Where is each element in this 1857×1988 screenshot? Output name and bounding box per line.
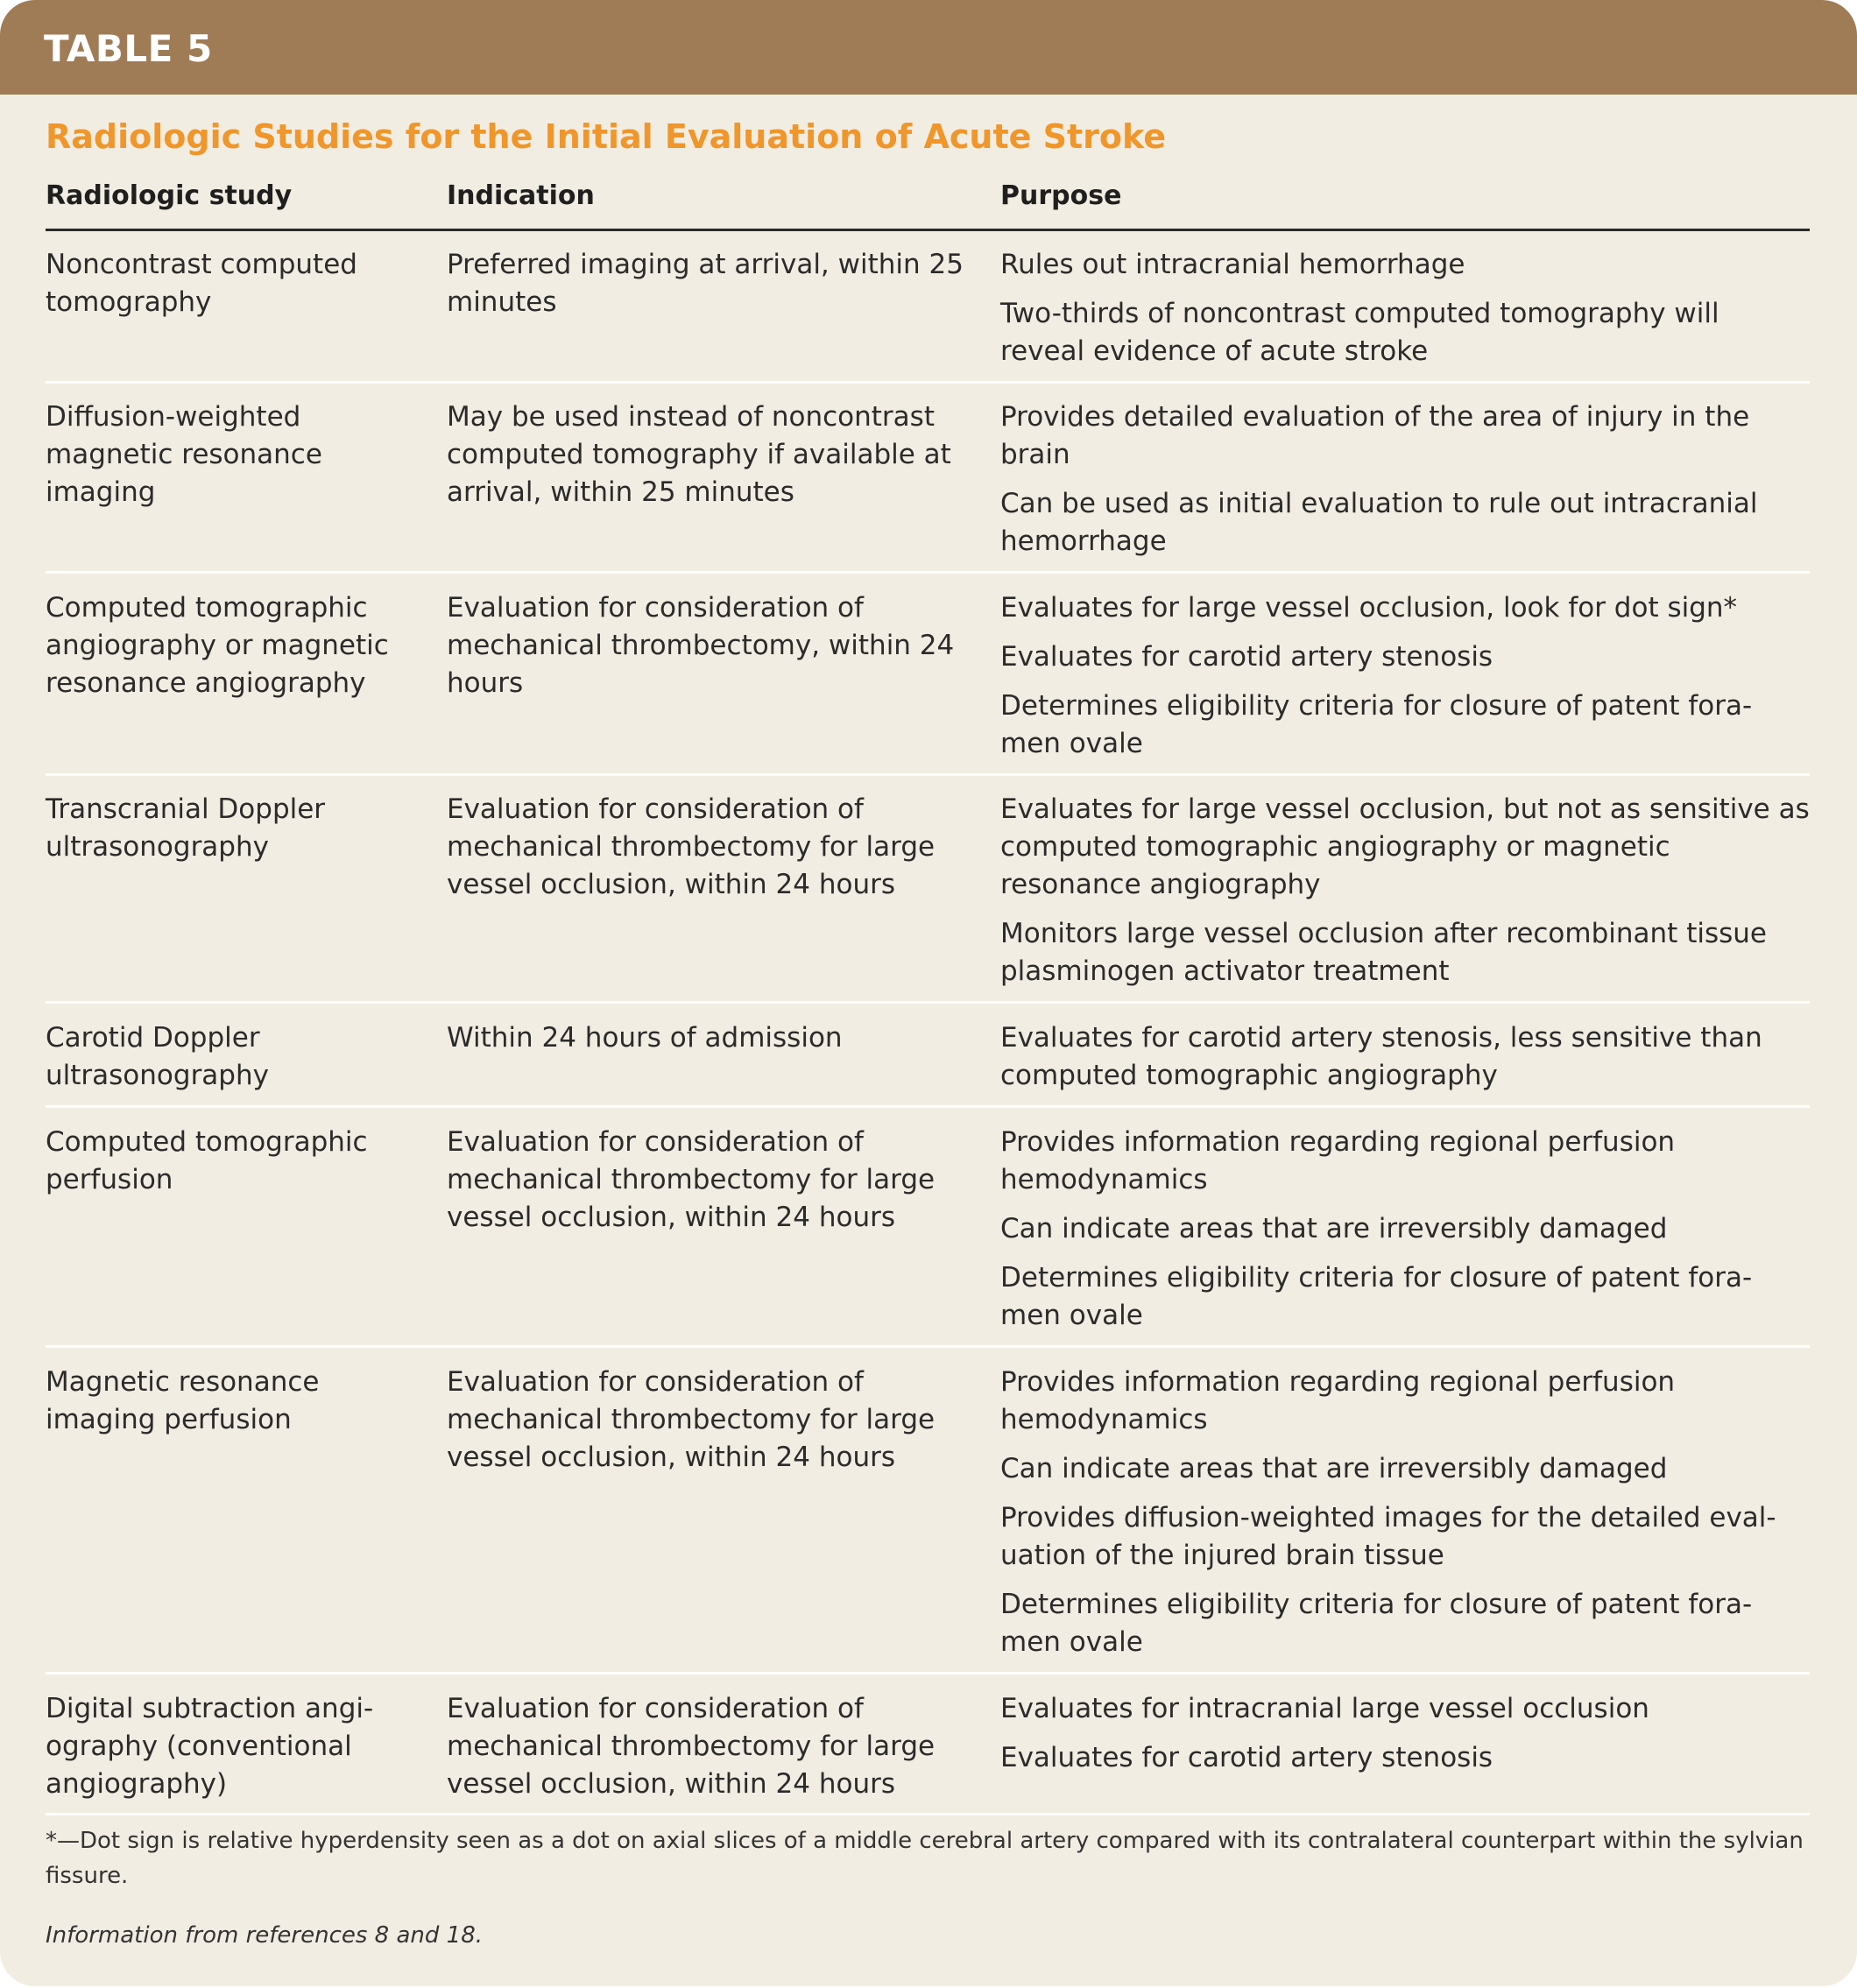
row-divider: [46, 1813, 1810, 1815]
purpose-item: Rules out intracranial hemorrhage: [1000, 249, 1465, 280]
table-footnote: *—Dot sign is relative hyperdensity seen as a dot on axial slices of a middle cerebral artery compared with its contralateral counterpart within the sylvian fissure.: [46, 1828, 1804, 1889]
purpose-item: Monitors large vessel occlusion after recombinant tissue plasminogen activator treatment: [1000, 918, 1767, 987]
column-header-purpose: Purpose: [1000, 180, 1122, 211]
indication-cell: Evaluation for consideration of mechanical thrombectomy, within 24 hours: [447, 592, 955, 699]
row-divider: [46, 1345, 1810, 1348]
indication-cell: Evaluation for consideration of mechanical thrombectomy for large vessel occlusion, within 24 hours: [447, 1693, 936, 1800]
purpose-cell: [1000, 1364, 1810, 1673]
indication-cell: Evaluation for consideration of mechanical thrombectomy for large vessel occlusion, within 24 hours: [447, 1366, 936, 1473]
purpose-item: Provides information regarding regional perfusion hemodynamics: [1000, 1366, 1676, 1435]
indication-cell: Within 24 hours of admission: [447, 1022, 843, 1054]
purpose-item: Evaluates for carotid artery stenosis: [1000, 1742, 1493, 1773]
purpose-item: Provides detailed evaluation of the area of injury in the brain: [1000, 401, 1750, 470]
purpose-cell: [1000, 1019, 1810, 1106]
purpose-item: Evaluates for intracranial large vessel occlusion: [1000, 1693, 1649, 1724]
purpose-item: Determines eligibility criteria for closure of patent fora-men ovale: [1000, 1262, 1753, 1331]
indication-cell: Evaluation for consideration of mechanical thrombectomy for large vessel occlusion, within 24 hours: [447, 1126, 936, 1233]
column-header-study: Radiologic study: [46, 180, 293, 211]
row-divider: [46, 1672, 1810, 1674]
purpose-item: Provides diffusion-weighted images for the detailed eval-uation of the injured brain tissue: [1000, 1502, 1776, 1571]
table-header-bar: [0, 0, 1857, 95]
indication-cell: May be used instead of noncontrast computed tomography if available at arrival, within 25 minutes: [447, 401, 951, 508]
indication-cell: Evaluation for consideration of mechanical thrombectomy for large vessel occlusion, within 24 hours: [447, 793, 936, 900]
study-cell: Magnetic resonance imaging perfusion: [46, 1366, 320, 1435]
purpose-item: Evaluates for carotid artery stenosis: [1000, 641, 1493, 673]
purpose-cell: [1000, 246, 1810, 382]
row-divider: [46, 1105, 1810, 1108]
row-divider: [46, 773, 1810, 776]
study-cell: Computed tomographic perfusion: [46, 1126, 368, 1195]
study-cell: Transcranial Doppler ultrasonography: [46, 793, 326, 863]
row-divider: [46, 1001, 1810, 1004]
column-header-indication: Indication: [447, 180, 595, 211]
purpose-item: Evaluates for carotid artery stenosis, less sensitive than computed tomographic angiography: [1000, 1022, 1762, 1091]
purpose-cell: [1000, 791, 1810, 1002]
purpose-item: Determines eligibility criteria for closure of patent fora-men ovale: [1000, 690, 1753, 759]
purpose-item: Can be used as initial evaluation to rule out intracranial hemorrhage: [1000, 488, 1758, 557]
purpose-item: Two-thirds of noncontrast computed tomography will reveal evidence of acute stroke: [1000, 298, 1719, 367]
purpose-item: Evaluates for large vessel occlusion, look for dot sign*: [1000, 592, 1738, 624]
purpose-item: Provides information regarding regional perfusion hemodynamics: [1000, 1126, 1676, 1195]
indication-cell: Preferred imaging at arrival, within 25 minutes: [447, 249, 964, 318]
purpose-item: Determines eligibility criteria for closure of patent fora-men ovale: [1000, 1589, 1753, 1658]
row-divider: [46, 571, 1810, 574]
source-note: Information from references 8 and 18.: [46, 1922, 484, 1949]
study-cell: Noncontrast computed tomography: [46, 249, 357, 318]
purpose-item: Can indicate areas that are irreversibly damaged: [1000, 1453, 1668, 1484]
purpose-cell: [1000, 1124, 1810, 1346]
purpose-cell: [1000, 1690, 1810, 1788]
study-cell: Diffusion-weighted magnetic resonance imaging: [46, 401, 322, 508]
study-cell: Computed tomographic angiography or magnetic resonance angiography: [46, 592, 389, 699]
study-cell: Carotid Doppler ultrasonography: [46, 1022, 269, 1091]
purpose-item: Can indicate areas that are irreversibly damaged: [1000, 1213, 1668, 1244]
table-number-label: TABLE 5: [44, 27, 213, 70]
row-divider: [46, 381, 1810, 384]
study-cell: Digital subtraction angi-ography (conventional angiography): [46, 1693, 374, 1800]
table-title: Radiologic Studies for the Initial Evaluation of Acute Stroke: [46, 117, 1167, 156]
purpose-cell: [1000, 589, 1810, 774]
purpose-item: Evaluates for large vessel occlusion, but not as sensitive as computed tomographic angiography or magnetic resonance angiography: [1000, 793, 1810, 900]
purpose-cell: [1000, 398, 1810, 572]
header-rule: [46, 229, 1810, 231]
